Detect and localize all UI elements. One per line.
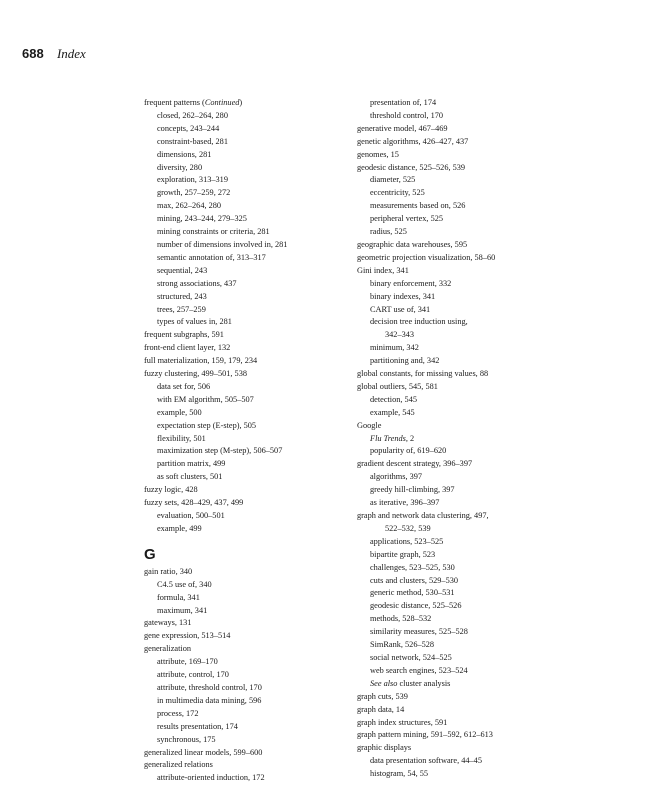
index-entry	[357, 742, 567, 755]
index-subentry	[357, 536, 567, 549]
index-subentry	[144, 123, 344, 136]
entry-text: maximum, 341	[157, 605, 208, 615]
entry-text: synchronous, 175	[157, 734, 216, 744]
entry-text: mining, 243–244, 279–325	[157, 214, 247, 224]
entry-text: greedy hill-climbing, 397	[370, 485, 455, 495]
index-entry	[144, 342, 344, 355]
entry-text: number of dimensions involved in, 281	[157, 239, 288, 249]
index-subentry	[357, 445, 567, 458]
index-entry	[357, 265, 567, 278]
entry-text-italic: See also	[370, 678, 398, 688]
entry-text: gateways, 131	[144, 618, 192, 628]
entry-text: graph data, 14	[357, 704, 405, 714]
entry-text: bipartite graph, 523	[370, 549, 436, 559]
index-subentry	[144, 174, 344, 187]
index-subentry	[357, 304, 567, 317]
entry-text: formula, 341	[157, 592, 200, 602]
index-entry	[144, 329, 344, 342]
index-subentry	[144, 252, 344, 265]
entry-text: popularity of, 619–620	[370, 446, 447, 456]
index-entry	[357, 368, 567, 381]
index-subentry	[144, 226, 344, 239]
index-entry	[357, 691, 567, 704]
entry-text: generalization	[144, 644, 191, 654]
index-subentry	[357, 626, 567, 639]
index-subentry	[357, 768, 567, 781]
index-subentry	[357, 549, 567, 562]
index-subentry	[144, 656, 344, 669]
entry-text: semantic annotation of, 313–317	[157, 252, 266, 262]
entry-text: growth, 257–259, 272	[157, 188, 231, 198]
index-subentry	[144, 149, 344, 162]
index-entry	[144, 355, 344, 368]
section-letter: G	[144, 545, 156, 563]
index-subentry	[357, 613, 567, 626]
page-header	[22, 46, 86, 62]
index-entry	[357, 239, 567, 252]
entry-text: minimum, 342	[370, 343, 419, 353]
entry-text: constraint-based, 281	[157, 136, 228, 146]
index-column-left	[144, 97, 344, 785]
entry-text: genomes, 15	[357, 149, 399, 159]
index-subentry	[357, 174, 567, 187]
index-continuation	[357, 523, 567, 536]
index-subentry	[144, 394, 344, 407]
entry-text: as soft clusters, 501	[157, 472, 223, 482]
index-subentry	[357, 755, 567, 768]
entry-text: cuts and clusters, 529–530	[370, 575, 459, 585]
index-subentry	[144, 136, 344, 149]
entry-text: methods, 528–532	[370, 614, 432, 624]
entry-text: diameter, 525	[370, 175, 416, 185]
index-subentry	[357, 200, 567, 213]
entry-text: detection, 545	[370, 394, 418, 404]
index-subentry	[144, 471, 344, 484]
entry-text: global outliers, 545, 581	[357, 381, 438, 391]
index-subentry	[357, 278, 567, 291]
index-subentry	[357, 678, 567, 691]
index-entry	[144, 97, 344, 110]
index-entry	[357, 420, 567, 433]
index-subentry	[144, 458, 344, 471]
index-subentry	[357, 639, 567, 652]
entry-text: exploration, 313–319	[157, 175, 228, 185]
entry-text: concepts, 243–244	[157, 123, 220, 133]
entry-text: similarity measures, 525–528	[370, 627, 468, 637]
entry-text: attribute, threshold control, 170	[157, 682, 262, 692]
entry-text: attribute, 169–170	[157, 657, 218, 667]
entry-text: threshold control, 170	[370, 110, 444, 120]
entry-text: max, 262–264, 280	[157, 201, 222, 211]
index-subentry	[357, 291, 567, 304]
entry-text: closed, 262–264, 280	[157, 110, 228, 120]
entry-text: graph and network data clustering, 497,	[357, 511, 489, 520]
index-entry	[357, 252, 567, 265]
entry-text: dimensions, 281	[157, 149, 212, 159]
index-subentry	[144, 420, 344, 433]
index-entry	[357, 381, 567, 394]
entry-text: diversity, 280	[157, 162, 203, 172]
entry-text: algorithms, 397	[370, 472, 423, 482]
index-subentry	[357, 484, 567, 497]
entry-text: measurements based on, 526	[370, 201, 466, 211]
entry-text: gain ratio, 340	[144, 566, 193, 576]
index-subentry	[144, 523, 344, 536]
entry-text: types of values in, 281	[157, 317, 232, 327]
entry-text: front-end client layer, 132	[144, 343, 231, 353]
entry-text: web search engines, 523–524	[370, 665, 468, 675]
entry-text: cluster analysis	[397, 678, 451, 688]
entry-text: fuzzy clustering, 499–501, 538	[144, 369, 247, 379]
entry-text: with EM algorithm, 505–507	[157, 394, 254, 404]
index-subentry	[144, 682, 344, 695]
entry-text: , 2	[405, 433, 415, 443]
entry-text: frequent subgraphs, 591	[144, 330, 224, 340]
index-entry	[144, 368, 344, 381]
index-subentry	[357, 471, 567, 484]
entry-text: C4.5 use of, 340	[157, 579, 212, 589]
index-subentry	[144, 162, 344, 175]
index-subentry	[357, 652, 567, 665]
entry-text: results presentation, 174	[157, 721, 238, 731]
index-subentry	[144, 187, 344, 200]
index-subentry	[144, 695, 344, 708]
entry-text: attribute-oriented induction, 172	[157, 773, 265, 783]
entry-text: example, 545	[370, 407, 415, 417]
entry-text: generative model, 467–469	[357, 123, 448, 133]
entry-text: geodesic distance, 525–526	[370, 601, 462, 611]
entry-text: frequent patterns (	[144, 98, 205, 107]
index-subentry	[144, 669, 344, 682]
entry-text: graph cuts, 539	[357, 691, 408, 701]
entry-text: data set for, 506	[157, 381, 211, 391]
entry-text: presentation of, 174	[370, 98, 437, 107]
index-subentry	[357, 187, 567, 200]
entry-text: partitioning and, 342	[370, 356, 440, 366]
entry-text: fuzzy logic, 428	[144, 485, 198, 495]
running-title: Index	[56, 46, 86, 61]
entry-text: geometric projection visualization, 58–60	[357, 252, 496, 262]
index-subentry	[357, 665, 567, 678]
entry-text: full materialization, 159, 179, 234	[144, 356, 258, 366]
entry-text: data presentation software, 44–45	[370, 756, 482, 766]
entry-text: CART use of, 341	[370, 304, 431, 314]
entry-text: eccentricity, 525	[370, 188, 425, 198]
index-subentry	[144, 304, 344, 317]
entry-text: SimRank, 526–528	[370, 640, 435, 650]
index-entry	[144, 497, 344, 510]
index-subentry	[144, 721, 344, 734]
index-subentry	[144, 772, 344, 785]
index-subentry	[357, 342, 567, 355]
index-subentry	[144, 445, 344, 458]
entry-text: structured, 243	[157, 291, 207, 301]
index-subentry	[357, 316, 567, 329]
index-subentry	[357, 497, 567, 510]
index-subentry	[357, 394, 567, 407]
index-entry	[144, 484, 344, 497]
index-entry	[144, 566, 344, 579]
entry-text: generic method, 530–531	[370, 588, 455, 598]
index-subentry	[357, 97, 567, 110]
entry-text: gene expression, 513–514	[144, 631, 231, 641]
index-subentry	[144, 213, 344, 226]
index-subentry	[144, 708, 344, 721]
entry-text: sequential, 243	[157, 265, 208, 275]
index-subentry	[144, 200, 344, 213]
index-subentry	[144, 433, 344, 446]
entry-text: attribute, control, 170	[157, 670, 229, 680]
index-entry	[357, 717, 567, 730]
entry-text: geographic data warehouses, 595	[357, 239, 468, 249]
entry-text: binary indexes, 341	[370, 291, 436, 301]
index-subentry	[144, 278, 344, 291]
entry-text: binary enforcement, 332	[370, 278, 452, 288]
entry-text: process, 172	[157, 708, 199, 718]
index-subentry	[357, 213, 567, 226]
index-subentry	[144, 291, 344, 304]
entry-text: evaluation, 500–501	[157, 511, 225, 520]
index-subentry	[357, 562, 567, 575]
index-subentry	[357, 407, 567, 420]
index-subentry	[144, 510, 344, 523]
entry-text: radius, 525	[370, 227, 407, 237]
entry-text: example, 499	[157, 523, 202, 533]
index-subentry	[357, 226, 567, 239]
index-entry	[144, 630, 344, 643]
index-entry	[357, 729, 567, 742]
index-continuation	[357, 329, 567, 342]
index-entry	[357, 162, 567, 175]
entry-text: generalized linear models, 599–600	[144, 747, 263, 757]
index-subentry	[144, 110, 344, 123]
entry-text: 342–343	[385, 330, 415, 340]
index-subentry	[144, 605, 344, 618]
index-entry	[357, 123, 567, 136]
index-column-right	[357, 97, 567, 781]
entry-text: )	[239, 98, 243, 107]
entry-text: genetic algorithms, 426–427, 437	[357, 136, 469, 146]
entry-text: generalized relations	[144, 760, 213, 770]
index-subentry	[144, 265, 344, 278]
index-entry	[144, 747, 344, 760]
index-subentry	[144, 592, 344, 605]
entry-text: graph index structures, 591	[357, 717, 448, 727]
index-subentry	[357, 110, 567, 123]
entry-text: global constants, for missing values, 88	[357, 369, 489, 379]
entry-text: challenges, 523–525, 530	[370, 562, 455, 572]
entry-text: maximization step (M-step), 506–507	[157, 446, 283, 456]
index-entry	[144, 759, 344, 772]
page-number: 688	[22, 46, 44, 61]
index-subentry	[144, 239, 344, 252]
index-subentry	[357, 587, 567, 600]
entry-text: social network, 524–525	[370, 652, 452, 662]
entry-text: trees, 257–259	[157, 304, 206, 314]
entry-text: gradient descent strategy, 396–397	[357, 459, 473, 469]
index-entry	[357, 458, 567, 471]
index-subentry	[144, 579, 344, 592]
entry-text: partition matrix, 499	[157, 459, 226, 469]
index-subentry	[357, 433, 567, 446]
entry-text: fuzzy sets, 428–429, 437, 499	[144, 498, 244, 508]
entry-text: applications, 523–525	[370, 536, 444, 546]
index-subentry	[144, 407, 344, 420]
index-subentry	[357, 575, 567, 588]
index-subentry	[144, 381, 344, 394]
entry-text: Google	[357, 420, 382, 430]
entry-text-italic: Continued	[204, 98, 240, 107]
entry-text: mining constraints or criteria, 281	[157, 227, 270, 237]
index-entry	[144, 643, 344, 656]
index-subentry	[357, 600, 567, 613]
index-subentry	[144, 734, 344, 747]
entry-text: strong associations, 437	[157, 278, 237, 288]
entry-text-italic: Flu Trends	[370, 433, 406, 443]
entry-text: in multimedia data mining, 596	[157, 695, 262, 705]
entry-text: histogram, 54, 55	[370, 769, 429, 779]
entry-text: expectation step (E-step), 505	[157, 420, 257, 430]
entry-text: example, 500	[157, 407, 202, 417]
entry-text: geodesic distance, 525–526, 539	[357, 162, 466, 172]
entry-text: 522–532, 539	[385, 523, 431, 533]
index-entry	[357, 136, 567, 149]
index-subentry	[144, 316, 344, 329]
index-entry	[357, 704, 567, 717]
entry-text: graph pattern mining, 591–592, 612–613	[357, 730, 493, 740]
entry-text: flexibility, 501	[157, 433, 206, 443]
entry-text: as iterative, 396–397	[370, 498, 440, 508]
index-entry	[357, 510, 567, 523]
index-entry	[357, 149, 567, 162]
entry-text: decision tree induction using,	[370, 317, 468, 327]
entry-text: graphic displays	[357, 743, 412, 753]
index-entry	[144, 617, 344, 630]
entry-text: Gini index, 341	[357, 265, 409, 275]
entry-text: peripheral vertex, 525	[370, 214, 444, 224]
index-subentry	[357, 355, 567, 368]
